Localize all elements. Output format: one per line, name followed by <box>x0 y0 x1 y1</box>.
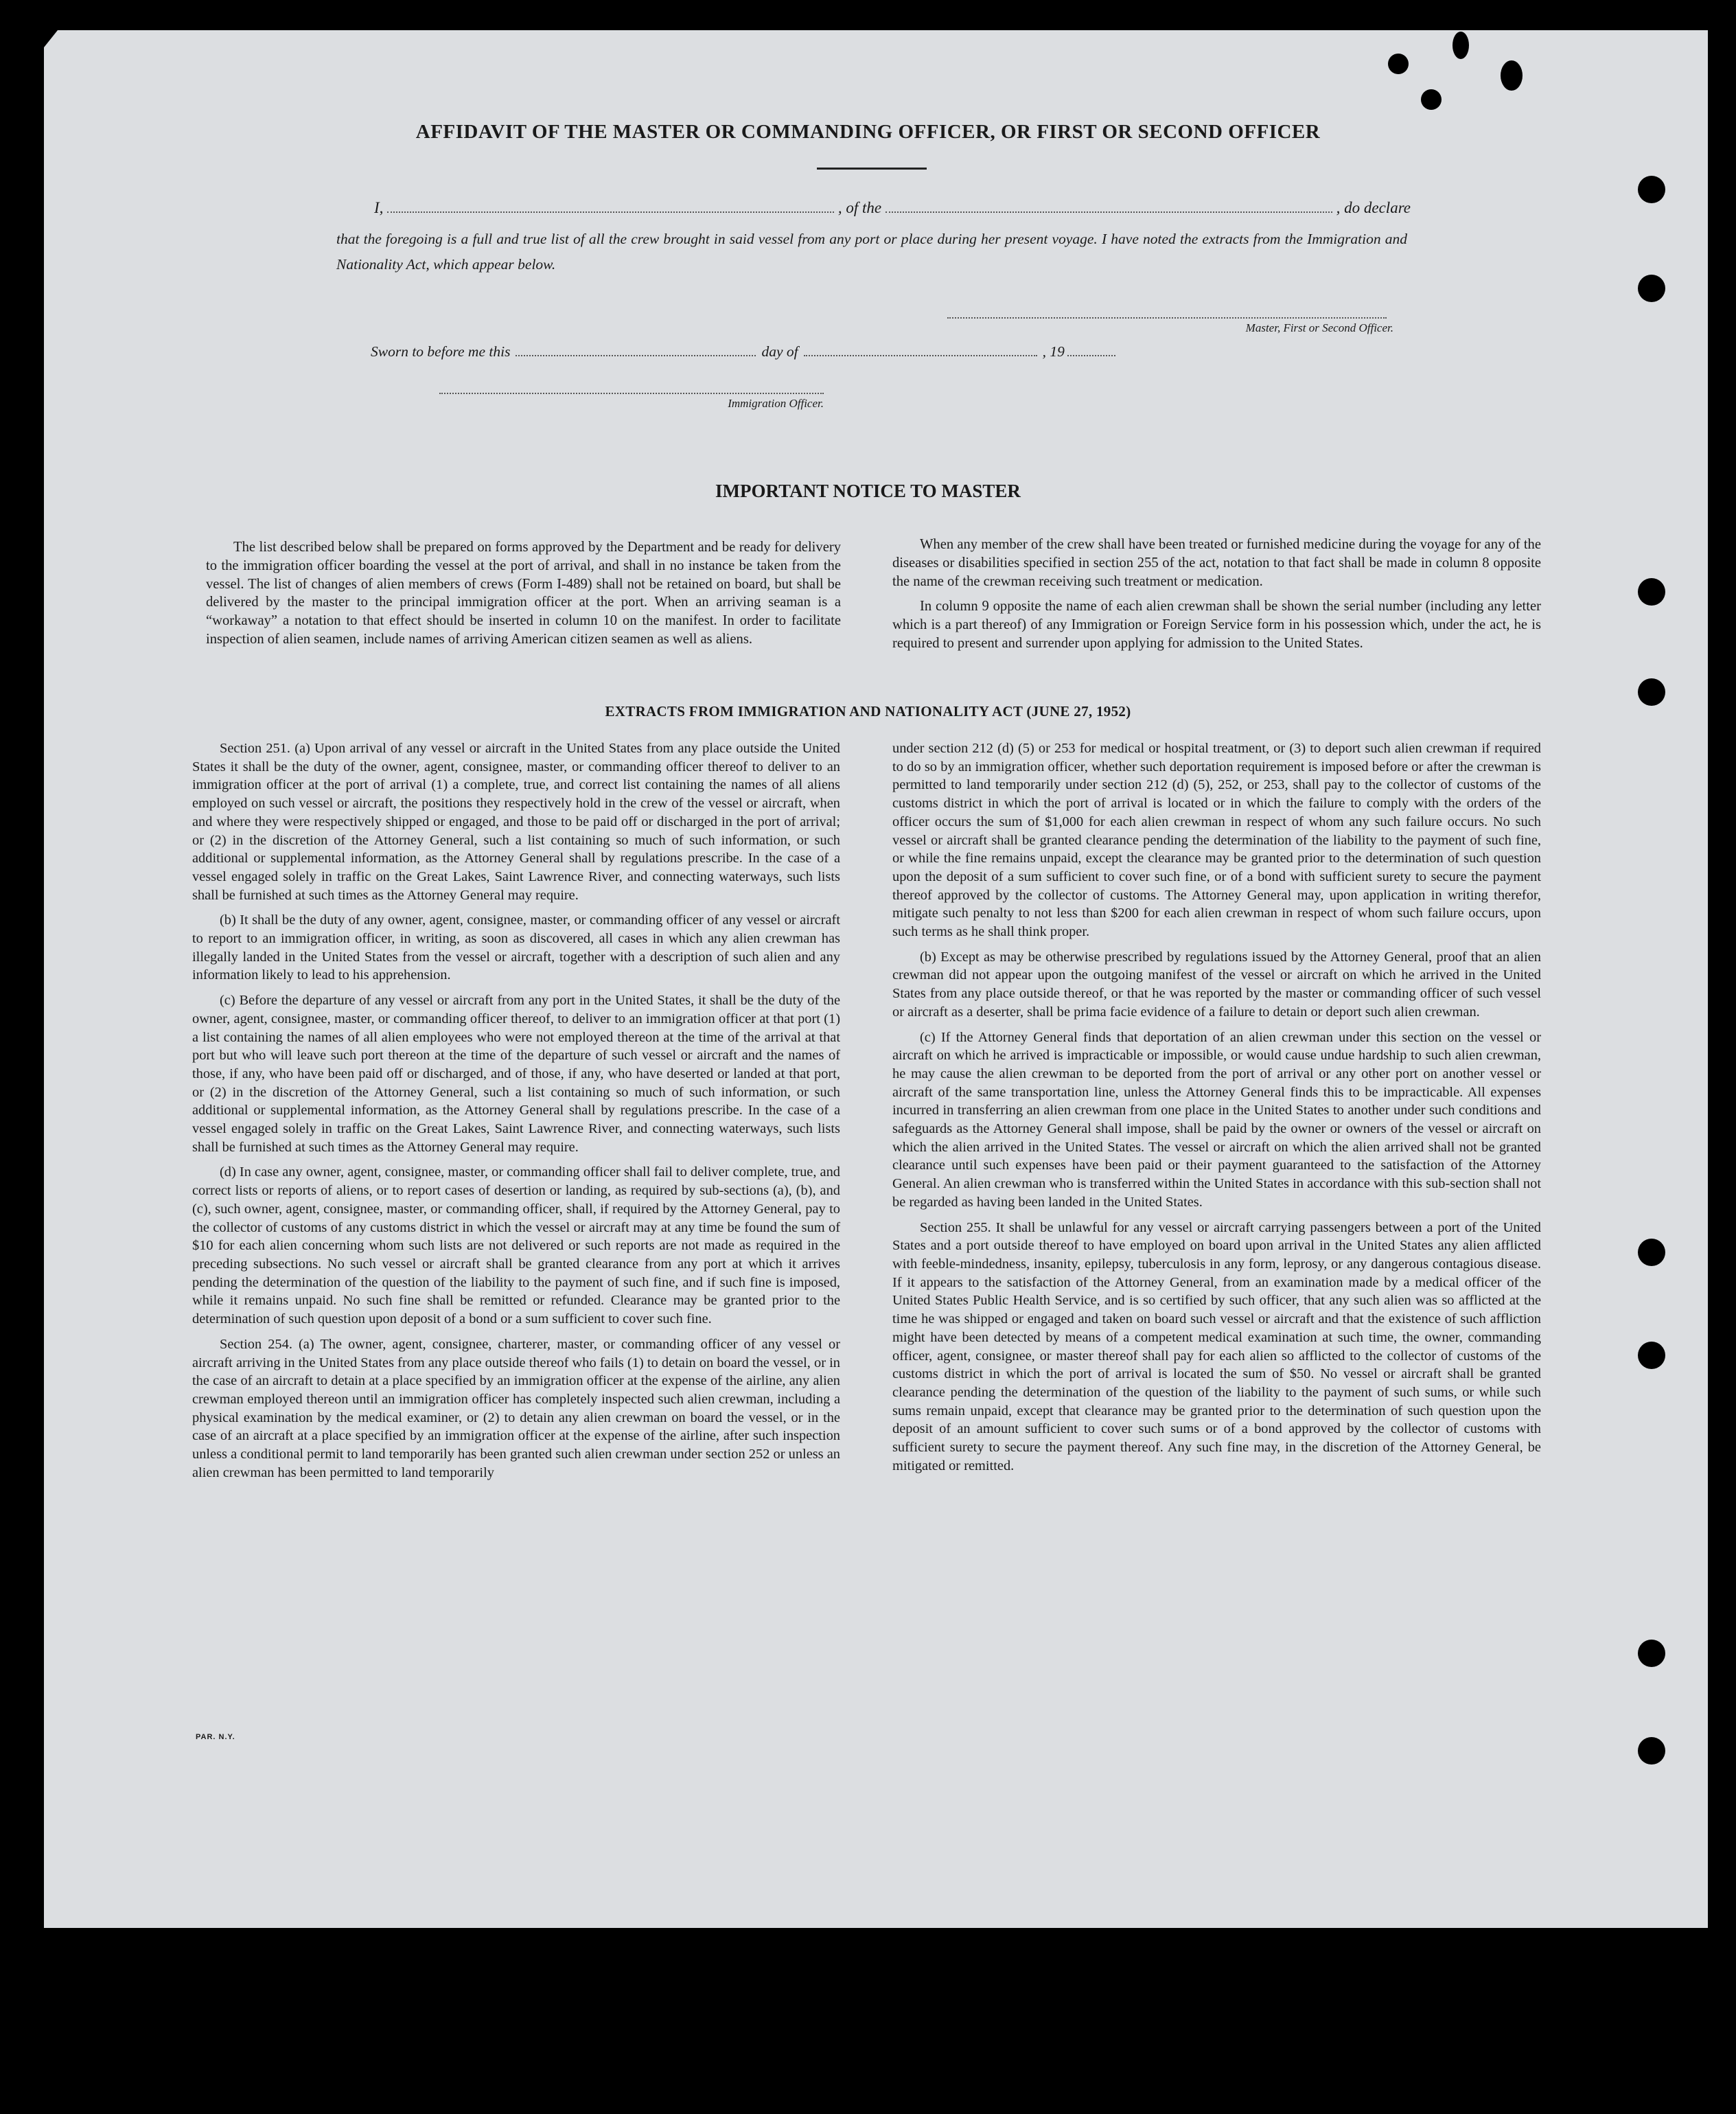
section-254c: (c) If the Attorney General finds that deportation of an alien crewman under this section on the vessel or aircraft on which he arrived is impracticable or impossible, or would cause undue hardship to such alien crewman, he may cause the alien crewman to be deported from the port of arrival or any other port on another vessel or aircraft of the same transportation line, unless the Attorney General finds this to be impracticable. All expenses incurred in transferring an alien crewman from one place in the United States to another under such conditions and safeguards as the Attorney General shall impose, shall be paid by the owner or owners of the vessel or aircraft on which the alien arrived in the United States. The vessel or aircraft on which the alien arrived shall not be granted clearance until such expenses have been paid or their payment guaranteed to the satisfaction of the Attorney General. An alien crewman who is transferred within the United States in accordance with this sub-section shall not be regarded as having been landed in the United States. <box>892 1029 1541 1210</box>
immigration-officer-caption: Immigration Officer. <box>728 397 824 410</box>
punch-hole <box>1638 578 1665 606</box>
sworn-year-blank <box>1067 347 1115 356</box>
torn-mark <box>1453 32 1469 59</box>
section-251d: (d) In case any owner, agent, consignee, master, or commanding officer shall fail to deliver complete, true, and correct lists or reports of aliens, or to report cases of desertion or landing, as required by sub-sections (a), (b), and (c), such owner, agent, consignee, master, or commanding officer, shall, if required by the Attorney General, pay to the collector of customs of any customs district in which the vessel or aircraft may at any time be found the sum of $10 for each alien concerning whom such lists are not delivered or such reports are not made as required in the preceding subsections. No such vessel or aircraft shall be granted clearance from any port at which it arrives pending the determination of the question of the liability to the payment of such fine, and if such fine is imposed, while it remains unpaid. No such fine shall be remitted or refunded. Clearance may be granted prior to the determination of such question upon deposit of a bond or a sum sufficient to cover such fine. <box>192 1164 840 1327</box>
section-251a: Section 251. (a) Upon arrival of any vessel or aircraft in the United States from any place outside the United States it shall be the duty of the owner, agent, consignee, master, or commanding officer thereof to deliver to an immigration officer at the port of arrival (1) a complete, true, and correct list containing the names of all aliens employed on such vessel or aircraft, the positions they respectively hold in the crew of the vessel or aircraft, when and where they were respectively shipped or engaged, and those to be paid off or discharged in the port of arrival; or (2) in the discretion of the Attorney General, such a list containing so much of such information, or such additional or supplemental information, as the Attorney General shall by regulations prescribe. In the case of a vessel engaged solely in traffic on the Great Lakes, Saint Lawrence River, and connecting waterways, such lists shall be furnished at such times as the Attorney General may require. <box>192 741 840 903</box>
declaration-line <box>374 199 1411 217</box>
sworn-month-blank <box>804 347 1037 356</box>
section-251b: (b) It shall be the duty of any owner, agent, consignee, master, or commanding officer of any vessel or aircraft to report to an immigration officer, in writing, as soon as discovered, all cases in which any alien crewman has illegally landed in the United States from the vessel or aircraft, together with a description of such alien and any information likely to lead to his apprehension. <box>192 912 840 983</box>
name-blank <box>387 202 833 213</box>
declaration-of-the: , of the <box>837 199 882 216</box>
punch-hole <box>1638 1737 1665 1765</box>
notice-left-column <box>206 538 841 649</box>
extracts-right-column <box>892 739 1541 1475</box>
notice-heading: IMPORTANT NOTICE TO MASTER <box>715 481 1021 501</box>
torn-mark <box>1388 54 1409 74</box>
printer-mark: PAR. N.Y. <box>196 1733 235 1741</box>
declaration-do-declare: , do declare <box>1336 199 1411 216</box>
section-254a: Section 254. (a) The owner, agent, consignee, charterer, master, or commanding officer of any vessel or aircraft arriving in the United States from any place outside thereof who fails (1) to detain on board the vessel, or in the case of an aircraft to detain at a place specified by an immigration officer at the expense of the airline, any alien crewman employed thereon until an immigration officer has completely inspected such alien crewman, including a physical examination by the medical examiner, or (2) to detain any alien crewman on board the vessel, or in the case of an aircraft at a place specified by an immigration officer at the expense of the airline, after such inspection unless a conditional permit to land temporarily has been granted such alien crewman under section 252 or unless an alien crewman has been permitted to land temporarily <box>192 1336 840 1480</box>
section-254b: (b) Except as may be otherwise prescribed by regulations issued by the Attorney General, proof that an alien crewman did not appear upon the outgoing manifest of the vessel or aircraft on which he arrived in the United States from any place outside thereof, or that he was reported by the master or commanding officer of such vessel or aircraft as a deserter, shall be prima facie evidence of a failure to detain or deport such alien crewman. <box>892 949 1541 1020</box>
extracts-heading: EXTRACTS FROM IMMIGRATION AND NATIONALITY ACT (JUNE 27, 1952) <box>605 703 1131 720</box>
master-signature-caption: Master, First or Second Officer. <box>1245 321 1393 334</box>
punch-hole <box>1638 1640 1665 1667</box>
section-254a-continued: under section 212 (d) (5) or 253 for medical or hospital treatment, or (3) to deport such alien crewman if required to do so by an immigration officer, whether such deportation requirement is imposed before or after the crewman is permitted to land temporarily under section 212 (d) (5), 252, or 253, shall pay to the collector of customs of the customs district in which the port of arrival is located or in which the failure to comply with the orders of the officer occurs the sum of $1,000 for each alien crewman in respect of whom any such failure occurs. No such vessel or aircraft shall be granted clearance pending the determination of the liability to the payment of such fine, or while the fine remains unpaid, except the clearance may be granted prior to the determination of such question upon the deposit of a sum sufficient to cover such fine, or of a bond with sufficient surety to secure the payment thereof approved by the collector of customs. The Attorney General may, upon application in writing therefor, mitigate such penalty to not less than $200 for each alien crewman in respect of whom such failure occurs, upon such terms as he shall think proper. <box>892 741 1541 940</box>
section-255: Section 255. It shall be unlawful for any vessel or aircraft carrying passengers between a port of the United States and a port outside thereof to have employed on board upon arrival in the United States any alien afflicted with feeble-mindedness, insanity, epilepsy, tuberculosis in any form, leprosy, or any dangerous contagious disease. If it appears to the satisfaction of the Attorney General, from an examination made by a medical officer of the United States Public Health Service, and is so certified by such officer, that any such alien was so afflicted at the time he was shipped or engaged and taken on board such vessel or aircraft and that the existence of such affliction might have been detected by means of a competent medical examination at such time, the owner, commanding officer, agent, consignee, or master thereof shall pay for each alien so afflicted to the collector of customs of the customs district in which the port of arrival is located the sum of $50. No vessel or aircraft shall be granted clearance pending the determination of the question of the liability to the payment of such sums, or while such sums remain unpaid, except that clearance may be granted prior to the determination of such question upon the deposit of an amount sufficient to cover such sums or of a bond approved by the collector of customs with sufficient surety to secure the payment thereof. Any such fine may, in the discretion of the Attorney General, be mitigated or remitted. <box>892 1219 1541 1473</box>
sworn-day-blank <box>516 347 756 356</box>
punch-hole <box>1638 1239 1665 1266</box>
notice-right-paragraph-2: In column 9 opposite the name of each alien crewman shall be shown the serial number (including any letter which is a part thereof) of any Immigration or Foreign Service form in his possession which, under the act, he is required to present and surrender upon applying for admission to the United States. <box>892 599 1541 651</box>
punch-hole <box>1638 1342 1665 1369</box>
declaration-i: I, <box>374 199 384 216</box>
torn-mark <box>1501 60 1523 91</box>
notice-left-paragraph: The list described below shall be prepared on forms approved by the Department and be ready for delivery to the immigration officer boarding the vessel at the port of arrival, and shall in no instance be taken from the vessel. The list of changes of alien members of crews (Form I-489) shall not be retained on board, but shall be delivered by the master to the principal immigration officer at the port. When an arriving seaman is a “workaway” a notation to that effect should be inserted in column 10 on the manifest. In order to facilitate inspection of alien seamen, include names of arriving American citizen seamen as well as aliens. <box>206 540 841 647</box>
declaration-text: that the foregoing is a full and true list of all the crew brought in said vessel from any port or place during her present voyage. I have noted the extracts from the Immigration and Nationality Act, which appear below. <box>336 231 1407 273</box>
immigration-signature-line <box>439 393 824 394</box>
notice-right-paragraph-1: When any member of the crew shall have been treated or furnished medicine during the voyage for any of the diseases or disabilities specified in section 255 of the act, notation to that fact shall be made in column 8 opposite the name of the crewman receiving such treatment or medication. <box>892 537 1541 589</box>
master-signature-line <box>947 317 1387 319</box>
sworn-prefix: Sworn to before me this <box>371 343 511 360</box>
notice-right-column <box>892 536 1541 653</box>
section-251c: (c) Before the departure of any vessel or aircraft from any port in the United States, it shall be the duty of the owner, agent, consignee, master, or commanding officer thereof, to deliver to an immigration officer at that port (1) a list containing the names of all alien employees who were not employed thereon at the time of the arrival at that port but who will leave such port thereon at the time of the departure of such vessel or aircraft and the names of those, if any, who have been paid off or discharged, and of those, if any, who have deserted or landed at that port, or (2) in the discretion of the Attorney General, such a list containing so much of such information, or such additional or supplemental information, as the Attorney General shall by regulations prescribe. In the case of a vessel engaged solely in traffic on the Great Lakes, Saint Lawrence River, and connecting waterways, such lists shall be furnished at such times as the Attorney General may require. <box>192 993 840 1155</box>
punch-hole <box>1638 176 1665 203</box>
punch-hole <box>1638 678 1665 706</box>
vessel-blank <box>886 202 1332 213</box>
sworn-year: , 19 <box>1042 343 1065 360</box>
affidavit-title: AFFIDAVIT OF THE MASTER OR COMMANDING OFFICER, OR FIRST OR SECOND OFFICER <box>415 121 1321 143</box>
sworn-line <box>371 343 1181 360</box>
sworn-day-of: day of <box>761 343 798 360</box>
title-underline <box>817 168 927 170</box>
punch-hole <box>1638 275 1665 302</box>
extracts-left-column <box>192 739 840 1482</box>
torn-mark <box>1421 89 1442 110</box>
